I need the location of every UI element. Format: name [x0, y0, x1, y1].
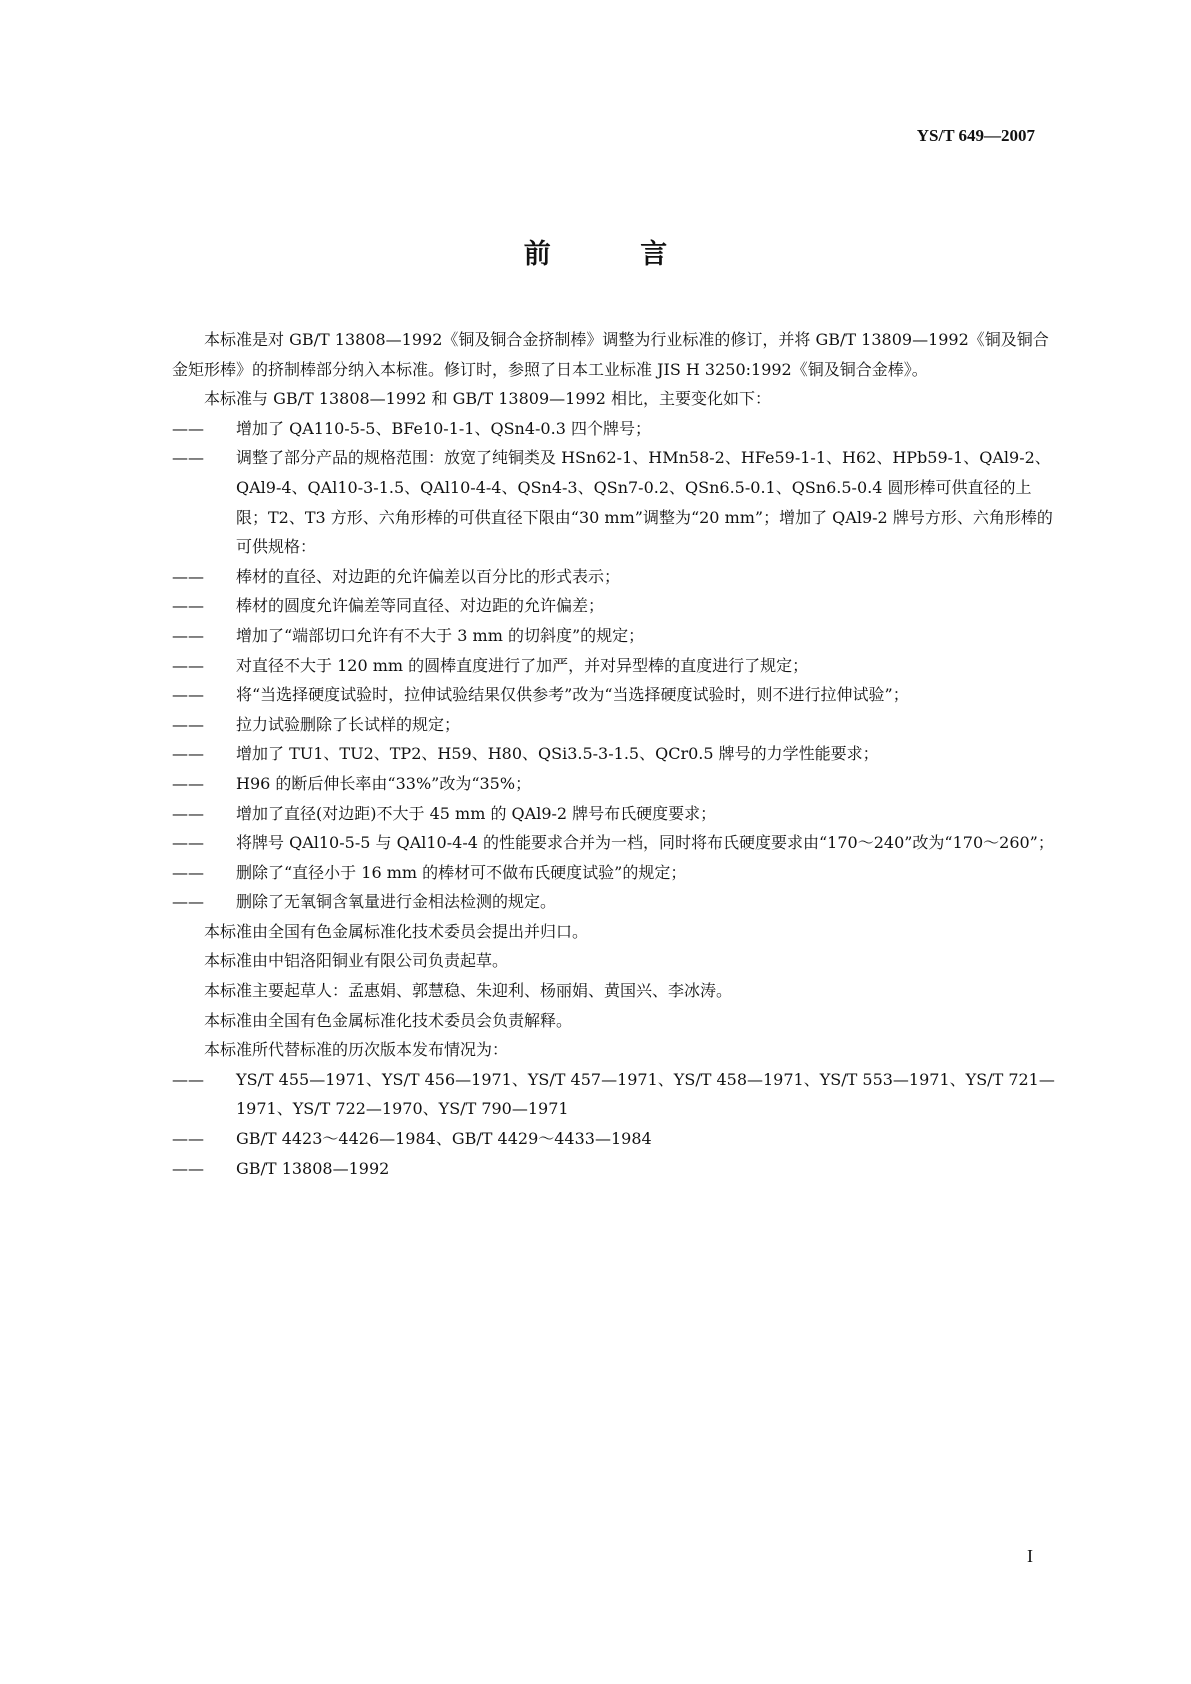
standard-code: YS/T 649—2007	[916, 126, 1035, 145]
closing-line: 本标准所代替标准的历次版本发布情况为：	[204, 1040, 509, 1060]
change-item: —— 对直径不大于 120 mm 的圆棒直度进行了加严，并对异型棒的直度进行了规定；	[172, 651, 1058, 681]
change-item: —— 拉力试验删除了长试样的规定；	[172, 710, 1058, 740]
change-item: —— 增加了 TU1、TU2、TP2、H59、H80、QSi3.5-3-1.5、QCr0.5 牌号的力学性能要求；	[172, 739, 1058, 769]
change-item: —— 将“当选择硬度试验时，拉伸试验结果仅供参考”改为“当选择硬度试验时，则不进行拉伸试验”；	[172, 680, 1058, 710]
change-item: —— 将牌号 QAl10-5-5 与 QAl10-4-4 的性能要求合并为一档，同时将布氏硬度要求由“170～240”改为“170～260”；	[172, 828, 1058, 858]
dash-marker: ——	[172, 833, 204, 853]
dash-marker: ——	[172, 714, 204, 734]
closing-line: 本标准主要起草人：孟惠娟、郭慧稳、朱迎利、杨丽娟、黄国兴、李冰涛。	[204, 981, 733, 1001]
change-item: —— 增加了 QA110-5-5、BFe10-1-1、QSn4-0.3 四个牌号；	[172, 414, 1058, 444]
dash-marker: ——	[172, 655, 204, 675]
dash-marker: ——	[172, 1158, 204, 1178]
dash-marker: ——	[172, 596, 204, 616]
change-item: —— H96 的断后伸长率由“33%”改为“35%；	[172, 769, 1058, 799]
dash-marker: ——	[172, 566, 204, 586]
page-title: 前 言	[523, 239, 708, 270]
history-item: —— YS/T 455—1971、YS/T 456—1971、YS/T 457—1971、YS/T 458—1971、YS/T 553—1971、YS/T 721—1971、YS/T 722—1970、YS/T 790—1971	[172, 1065, 1058, 1124]
dash-marker: ——	[172, 685, 204, 705]
history-item: —— GB/T 4423～4426—1984、GB/T 4429～4433—1984	[172, 1124, 1058, 1154]
closing-line: 本标准由中铝洛阳铜业有限公司负责起草。	[204, 951, 509, 971]
closing-line: 本标准由全国有色金属标准化技术委员会负责解释。	[204, 1010, 573, 1030]
dash-marker: ——	[172, 418, 204, 438]
dash-marker: ——	[172, 773, 204, 793]
intro-paragraph: 本标准是对 GB/T 13808—1992《铜及铜合金挤制棒》调整为行业标准的修订，并将 GB/T 13809—1992《铜及铜合金矩形棒》的挤制棒部分纳入本标准。修订时，参照了日本工业标准 JIS H 3250:1992《铜及铜合金棒》。	[172, 330, 1049, 379]
change-item: —— 增加了直径(对边距)不大于 45 mm 的 QAl9-2 牌号布氏硬度要求；	[172, 799, 1058, 829]
change-item: —— 棒材的圆度允许偏差等同直径、对边距的允许偏差；	[172, 591, 1058, 621]
change-item: —— 调整了部分产品的规格范围：放宽了纯铜类及 HSn62-1、HMn58-2、HFe59-1-1、H62、HPb59-1、QAl9-2、QAl9-4、QAl10-3-1.5、QAl10-4-4、QSn4-3、QSn7-0.2、QSn6.5-0.1、QSn6.5-0.4 圆形棒可供直径的上限；T2、T3 方形、六角形棒的可供直径下限由“30 mm”调整为“20 mm”；增加了 QAl9-2 牌号方形、六角形棒的可供规格：	[172, 443, 1058, 561]
dash-marker: ——	[172, 892, 204, 912]
closing-line: 本标准由全国有色金属标准化技术委员会提出并归口。	[204, 921, 589, 941]
dash-marker: ——	[172, 448, 204, 468]
dash-marker: ——	[172, 803, 204, 823]
document-body	[172, 325, 1058, 1183]
dash-marker: ——	[172, 744, 204, 764]
change-item: —— 删除了“直径小于 16 mm 的棒材可不做布氏硬度试验”的规定；	[172, 858, 1058, 888]
dash-marker: ——	[172, 625, 204, 645]
dash-marker: ——	[172, 1069, 204, 1089]
change-item: —— 删除了无氧铜含氧量进行金相法检测的规定。	[172, 887, 1058, 917]
dash-marker: ——	[172, 1129, 204, 1149]
changes-intro: 本标准与 GB/T 13808—1992 和 GB/T 13809—1992 相比，主要变化如下：	[204, 389, 771, 409]
dash-marker: ——	[172, 862, 204, 882]
page-number: I	[1027, 1546, 1033, 1566]
change-item: —— 棒材的直径、对边距的允许偏差以百分比的形式表示；	[172, 562, 1058, 592]
history-item: —— GB/T 13808—1992	[172, 1154, 1058, 1184]
change-item: —— 增加了“端部切口允许有不大于 3 mm 的切斜度”的规定；	[172, 621, 1058, 651]
